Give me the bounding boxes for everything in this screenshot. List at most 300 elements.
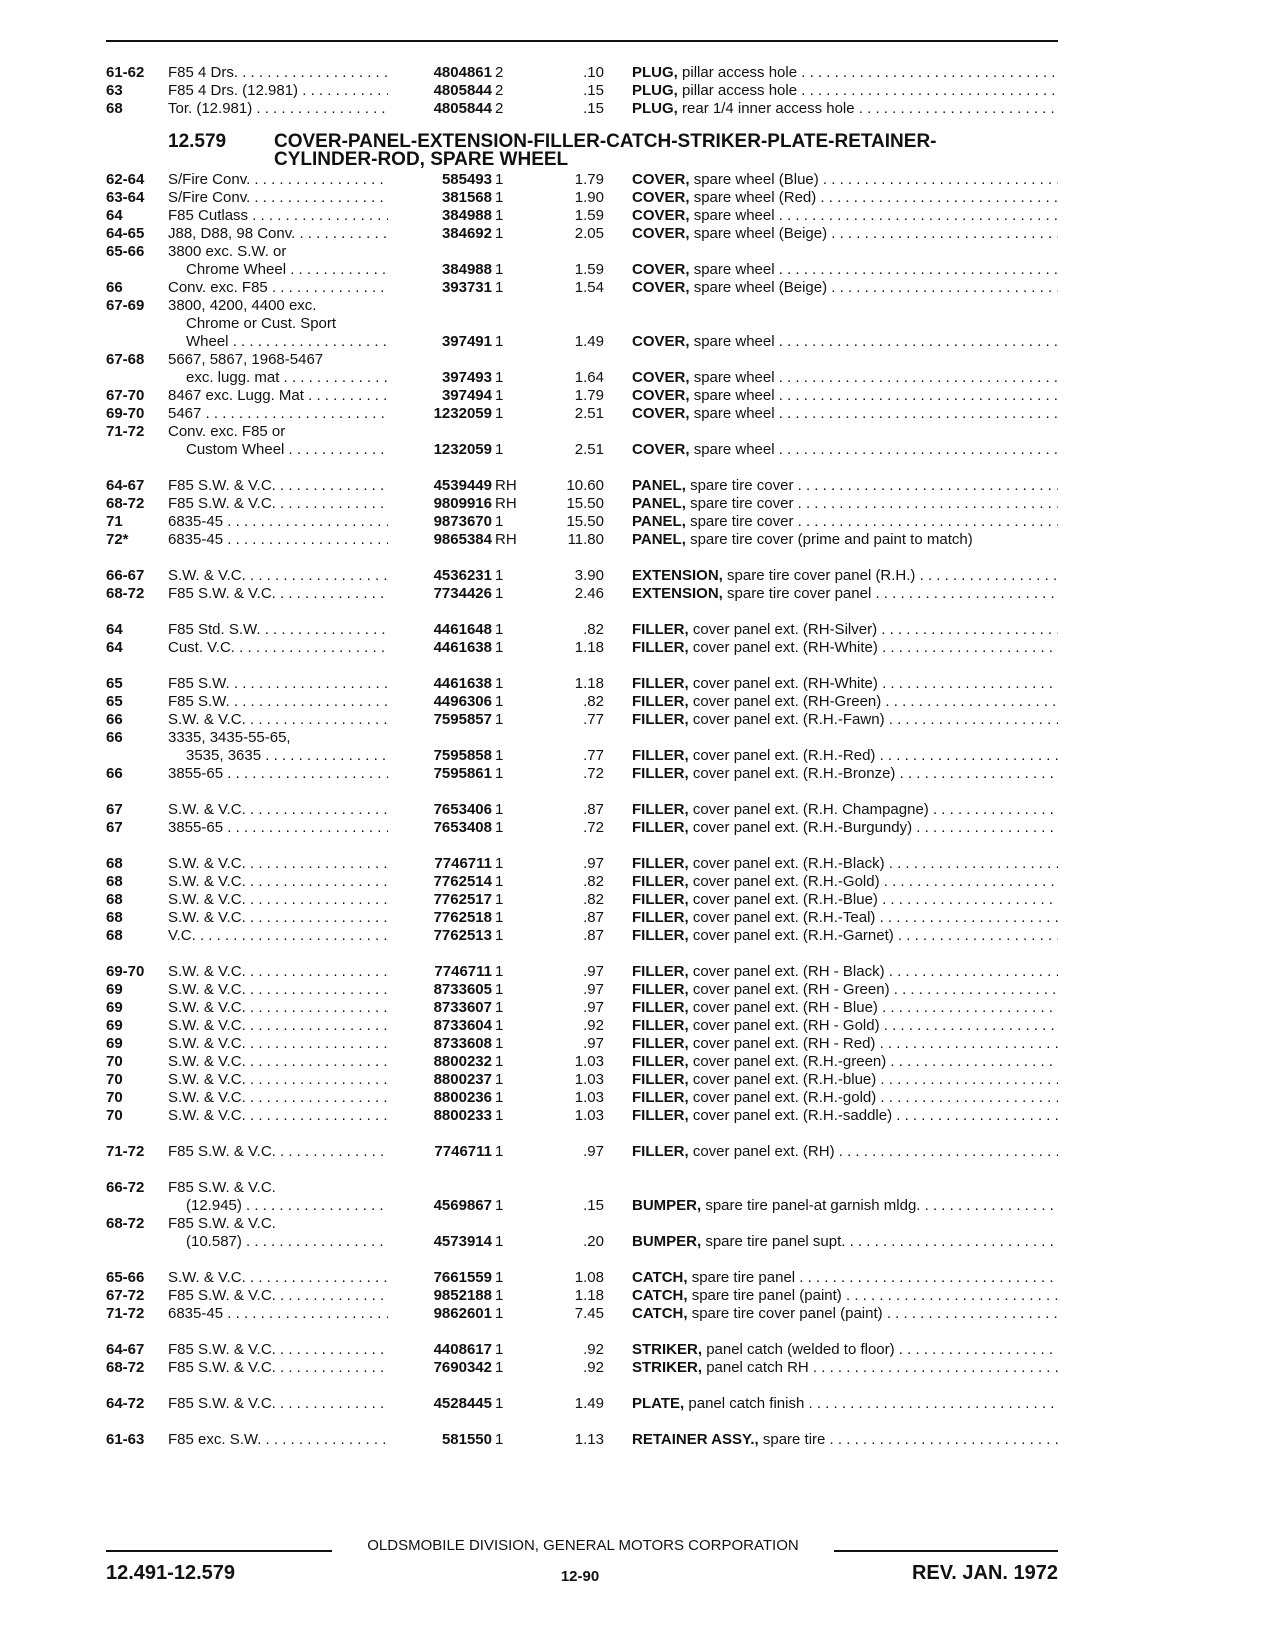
description: [632, 387, 1058, 405]
model-text: 3535, 3635 . . .: [168, 747, 398, 765]
quantity: 1: [495, 1395, 504, 1412]
model-text: F85 Std. S.W. . . .: [168, 621, 398, 639]
model-year: 63-64: [106, 189, 145, 206]
description-text: spare tire cover panel (paint) . . .: [692, 1305, 1058, 1322]
part-name: FILLER,: [632, 639, 689, 656]
price: .97: [583, 1143, 604, 1160]
quantity: 1: [495, 1197, 504, 1214]
model-text: F85 Cutlass . . .: [168, 207, 398, 225]
model-text: 3335, 3435-55-65,: [168, 729, 291, 746]
footer-page-number: 12-90: [560, 1568, 600, 1585]
description-text: panel catch finish . . .: [688, 1395, 1058, 1412]
model-year: 67-68: [106, 351, 145, 368]
part-number: 9873670: [388, 513, 492, 531]
price: 1.49: [574, 1395, 604, 1412]
quantity: 1: [495, 747, 504, 764]
part-name: CATCH,: [632, 1287, 688, 1304]
price: .72: [583, 765, 604, 782]
model-text: 3855-65 . . .: [168, 819, 398, 837]
description: [632, 873, 1058, 891]
part-number: 9809916: [388, 495, 492, 513]
part-name: FILLER,: [632, 1143, 689, 1160]
price: 2.05: [574, 225, 604, 242]
description: [632, 693, 1058, 711]
part-name: PLUG,: [632, 100, 678, 117]
quantity: 1: [495, 1233, 504, 1250]
quantity: 2: [495, 100, 504, 117]
price: .92: [583, 1341, 604, 1358]
part-name: FILLER,: [632, 1035, 689, 1052]
quantity: 1: [495, 819, 504, 836]
part-name: BUMPER,: [632, 1233, 702, 1250]
part-number: 4805844: [388, 100, 492, 118]
price: .82: [583, 891, 604, 908]
description-text: cover panel ext. (RH - Blue) . . .: [693, 999, 1058, 1016]
price: .15: [583, 82, 604, 99]
part-name: FILLER,: [632, 891, 689, 908]
description: [632, 1431, 1058, 1449]
part-number: 4496306: [388, 693, 492, 711]
quantity: 1: [495, 711, 504, 728]
price: 1.59: [574, 207, 604, 224]
price: 2.46: [574, 585, 604, 602]
description: [632, 819, 1058, 837]
model-year: 68: [106, 909, 123, 926]
description-text: spare wheel . . .: [694, 333, 1058, 350]
description-text: spare tire panel supt. . . .: [705, 1233, 1058, 1250]
model-year: 67: [106, 801, 123, 818]
model-text: S.W. & V.C. . . .: [168, 567, 398, 585]
quantity: 1: [495, 1089, 504, 1106]
price: 15.50: [566, 513, 604, 530]
part-name: FILLER,: [632, 927, 689, 944]
model-text: F85 S.W. & V.C.: [168, 1179, 276, 1196]
price: .97: [583, 855, 604, 872]
description: [632, 585, 1058, 603]
description: [632, 171, 1058, 189]
model-text: S.W. & V.C. . . .: [168, 909, 398, 927]
description: [632, 64, 1058, 82]
model-year: 64-72: [106, 1395, 145, 1412]
part-name: STRIKER,: [632, 1341, 703, 1358]
price: 1.18: [574, 639, 604, 656]
quantity: 1: [495, 225, 504, 242]
part-number: 9852188: [388, 1287, 492, 1305]
part-name: FILLER,: [632, 909, 689, 926]
model-text: Custom Wheel . . .: [168, 441, 398, 459]
model-year: 68: [106, 873, 123, 890]
description: [632, 1359, 1058, 1377]
description: [632, 1233, 1058, 1251]
model-year: 64-65: [106, 225, 145, 242]
part-number: 7762513: [388, 927, 492, 945]
part-name: FILLER,: [632, 621, 689, 638]
description: [632, 963, 1058, 981]
description: [632, 747, 1058, 765]
description-text: spare wheel . . .: [694, 441, 1058, 458]
description: [632, 477, 1058, 495]
description-text: cover panel ext. (RH-Green) . . .: [693, 693, 1058, 710]
model-text: 5467 . . .: [168, 405, 398, 423]
part-name: PLUG,: [632, 82, 678, 99]
quantity: 1: [495, 855, 504, 872]
quantity: 1: [495, 981, 504, 998]
model-text: Conv. exc. F85 or: [168, 423, 286, 440]
part-name: CATCH,: [632, 1269, 688, 1286]
price: 7.45: [574, 1305, 604, 1322]
quantity: 1: [495, 1305, 504, 1322]
description: [632, 279, 1058, 297]
part-number: 4461648: [388, 621, 492, 639]
price: .72: [583, 819, 604, 836]
part-name: EXTENSION,: [632, 585, 723, 602]
price: 1.13: [574, 1431, 604, 1448]
price: .87: [583, 909, 604, 926]
part-number: 7595857: [388, 711, 492, 729]
price: .97: [583, 999, 604, 1016]
description: [632, 711, 1058, 729]
description-text: spare tire cover panel . . .: [727, 585, 1058, 602]
description: [632, 369, 1058, 387]
model-year: 64-67: [106, 1341, 145, 1358]
model-year: 68-72: [106, 1359, 145, 1376]
part-number: 397494: [388, 387, 492, 405]
part-name: PLUG,: [632, 64, 678, 81]
price: 1.64: [574, 369, 604, 386]
description: [632, 1287, 1058, 1305]
quantity: 1: [495, 999, 504, 1016]
model-year: 69-70: [106, 405, 145, 422]
quantity: 1: [495, 927, 504, 944]
part-number: 7762518: [388, 909, 492, 927]
model-text: F85 exc. S.W. . . .: [168, 1431, 398, 1449]
description-text: spare tire cover . . .: [690, 513, 1058, 530]
part-name: RETAINER ASSY.,: [632, 1431, 759, 1448]
description-text: cover panel ext. (RH - Red) . . .: [693, 1035, 1058, 1052]
model-year: 67-72: [106, 1287, 145, 1304]
description-text: cover panel ext. (R.H. Champagne) . . .: [693, 801, 1058, 818]
description: [632, 405, 1058, 423]
quantity: 1: [495, 441, 504, 458]
description: [632, 621, 1058, 639]
quantity: 1: [495, 189, 504, 206]
model-text: S.W. & V.C. . . .: [168, 801, 398, 819]
description-text: spare wheel . . .: [694, 387, 1058, 404]
description: [632, 1071, 1058, 1089]
part-number: 8733604: [388, 1017, 492, 1035]
price: .92: [583, 1017, 604, 1034]
part-number: 7595861: [388, 765, 492, 783]
quantity: 1: [495, 333, 504, 350]
model-text: S.W. & V.C. . . .: [168, 981, 398, 999]
model-text: Tor. (12.981) . . .: [168, 100, 398, 118]
description-text: spare tire panel . . .: [692, 1269, 1058, 1286]
description: [632, 855, 1058, 873]
model-year: 68-72: [106, 585, 145, 602]
part-number: 4461638: [388, 639, 492, 657]
part-number: 8733607: [388, 999, 492, 1017]
price: .82: [583, 693, 604, 710]
model-text: S.W. & V.C. . . .: [168, 1017, 398, 1035]
description-text: spare wheel (Beige) . . .: [694, 225, 1058, 242]
footer-revision: REV. JAN. 1972: [911, 1562, 1058, 1584]
price: .15: [583, 1197, 604, 1214]
model-year: 72*: [106, 531, 129, 548]
part-name: FILLER,: [632, 873, 689, 890]
section-title-line1: COVER-PANEL-EXTENSION-FILLER-CATCH-STRIKER-PLATE-RETAINER-: [274, 131, 937, 152]
quantity: 1: [495, 801, 504, 818]
description-text: spare tire cover . . .: [690, 495, 1058, 512]
description: [632, 261, 1058, 279]
part-number: 4408617: [388, 1341, 492, 1359]
model-text: F85 4 Drs. . . .: [168, 64, 398, 82]
model-year: 68-72: [106, 1215, 145, 1232]
model-year: 69: [106, 981, 123, 998]
part-number: 4804861: [388, 64, 492, 82]
part-number: 581550: [388, 1431, 492, 1449]
model-year: 64: [106, 639, 123, 656]
model-year: 68: [106, 100, 123, 117]
price: 1.79: [574, 171, 604, 188]
model-text: F85 S.W. . . .: [168, 675, 398, 693]
description: [632, 567, 1058, 585]
price: 11.80: [567, 531, 604, 548]
model-text: 6835-45 . . .: [168, 1305, 398, 1323]
part-number: 4461638: [388, 675, 492, 693]
part-name: STRIKER,: [632, 1359, 703, 1376]
price: 1.03: [574, 1089, 604, 1106]
part-number: 585493: [388, 171, 492, 189]
description: [632, 1053, 1058, 1071]
price: .20: [583, 1233, 604, 1250]
model-text: F85 S.W. & V.C. . . .: [168, 1395, 398, 1413]
description-text: cover panel ext. (R.H.-Fawn) . . .: [693, 711, 1058, 728]
description-text: cover panel ext. (RH-Silver) . . .: [693, 621, 1058, 638]
quantity: 1: [495, 1269, 504, 1286]
description: [632, 639, 1058, 657]
part-number: 8800232: [388, 1053, 492, 1071]
model-text: S.W. & V.C. . . .: [168, 999, 398, 1017]
part-name: COVER,: [632, 441, 690, 458]
description-text: cover panel ext. (R.H.-Black) . . .: [693, 855, 1058, 872]
description-text: spare wheel (Blue) . . .: [694, 171, 1058, 188]
description-text: cover panel ext. (R.H.-gold) . . .: [693, 1089, 1058, 1106]
quantity: RH: [495, 495, 517, 512]
description-text: pillar access hole . . .: [682, 82, 1058, 99]
model-year: 71: [106, 513, 123, 530]
model-year: 70: [106, 1053, 123, 1070]
quantity: 1: [495, 585, 504, 602]
part-name: FILLER,: [632, 765, 689, 782]
model-text: F85 S.W. & V.C. . . .: [168, 1143, 398, 1161]
model-year: 69: [106, 1017, 123, 1034]
description-text: spare wheel . . .: [694, 369, 1058, 386]
description: [632, 891, 1058, 909]
quantity: 1: [495, 567, 504, 584]
part-number: 7734426: [388, 585, 492, 603]
description: [632, 1017, 1058, 1035]
part-name: FILLER,: [632, 747, 689, 764]
description-text: spare tire cover . . .: [690, 477, 1058, 494]
model-text: 3800, 4200, 4400 exc.: [168, 297, 317, 314]
description: [632, 1197, 1058, 1215]
model-year: 65-66: [106, 1269, 145, 1286]
quantity: 1: [495, 1035, 504, 1052]
model-text: F85 S.W. . . .: [168, 693, 398, 711]
quantity: 1: [495, 873, 504, 890]
model-year: 70: [106, 1071, 123, 1088]
quantity: 1: [495, 1017, 504, 1034]
price: .87: [583, 801, 604, 818]
quantity: 1: [495, 405, 504, 422]
description: [632, 1341, 1058, 1359]
description: [632, 1305, 1058, 1323]
model-year: 65: [106, 693, 123, 710]
part-name: FILLER,: [632, 693, 689, 710]
description: [632, 1395, 1058, 1413]
model-year: 69: [106, 1035, 123, 1052]
description: [632, 1269, 1058, 1287]
description-text: cover panel ext. (R.H.-saddle) . . .: [693, 1107, 1058, 1124]
price: 15.50: [566, 495, 604, 512]
description: [632, 333, 1058, 351]
model-text: Cust. V.C. . . .: [168, 639, 398, 657]
price: 1.18: [574, 675, 604, 692]
model-text: F85 S.W. & V.C. . . .: [168, 495, 398, 513]
model-year: 70: [106, 1107, 123, 1124]
model-year: 66: [106, 711, 123, 728]
part-number: 7746711: [388, 1143, 492, 1161]
part-number: 7690342: [388, 1359, 492, 1377]
part-name: PANEL,: [632, 513, 686, 530]
quantity: RH: [495, 477, 517, 494]
description: [632, 1107, 1058, 1125]
model-year: 65: [106, 675, 123, 692]
quantity: 1: [495, 207, 504, 224]
price: .82: [583, 873, 604, 890]
model-year: 66: [106, 765, 123, 782]
model-text: F85 S.W. & V.C. . . .: [168, 585, 398, 603]
part-number: 7762517: [388, 891, 492, 909]
part-name: FILLER,: [632, 675, 689, 692]
quantity: 1: [495, 1053, 504, 1070]
model-year: 71-72: [106, 1143, 145, 1160]
description: [632, 981, 1058, 999]
part-number: 4528445: [388, 1395, 492, 1413]
part-number: 393731: [388, 279, 492, 297]
quantity: 1: [495, 909, 504, 926]
part-number: 397491: [388, 333, 492, 351]
description: [632, 765, 1058, 783]
part-number: 8800237: [388, 1071, 492, 1089]
description-text: spare wheel . . .: [694, 207, 1058, 224]
quantity: 1: [495, 1071, 504, 1088]
part-number: 7762514: [388, 873, 492, 891]
quantity: 1: [495, 1287, 504, 1304]
part-number: 9862601: [388, 1305, 492, 1323]
description-text: cover panel ext. (R.H.-Gold) . . .: [693, 873, 1058, 890]
model-year: 61-62: [106, 64, 145, 81]
model-text: S.W. & V.C. . . .: [168, 855, 398, 873]
model-text: (12.945) . . .: [168, 1197, 398, 1215]
model-text: (10.587) . . .: [168, 1233, 398, 1251]
quantity: 1: [495, 1143, 504, 1160]
part-number: 8800233: [388, 1107, 492, 1125]
description: [632, 513, 1058, 531]
model-year: 65-66: [106, 243, 145, 260]
description-text: cover panel ext. (RH-White) . . .: [693, 639, 1058, 656]
model-year: 67: [106, 819, 123, 836]
quantity: 1: [495, 675, 504, 692]
part-number: 7661559: [388, 1269, 492, 1287]
model-year: 66: [106, 279, 123, 296]
price: .87: [583, 927, 604, 944]
description-text: spare tire cover (prime and paint to match): [690, 531, 973, 548]
quantity: 1: [495, 1341, 504, 1358]
description-text: cover panel ext. (RH - Gold) . . .: [693, 1017, 1058, 1034]
price: 1.03: [574, 1107, 604, 1124]
part-name: FILLER,: [632, 1071, 689, 1088]
part-number: 1232059: [388, 405, 492, 423]
part-name: CATCH,: [632, 1305, 688, 1322]
model-year: 68: [106, 891, 123, 908]
model-year: 67-70: [106, 387, 145, 404]
quantity: 1: [495, 513, 504, 530]
price: .77: [583, 711, 604, 728]
model-year: 69-70: [106, 963, 145, 980]
section-title-line2: CYLINDER-ROD, SPARE WHEEL: [274, 149, 569, 170]
model-text: F85 S.W. & V.C. . . .: [168, 1359, 398, 1377]
model-text: S/Fire Conv. . . .: [168, 189, 398, 207]
part-number: 4573914: [388, 1233, 492, 1251]
part-name: PANEL,: [632, 531, 686, 548]
part-name: FILLER,: [632, 855, 689, 872]
part-number: 384692: [388, 225, 492, 243]
price: .77: [583, 747, 604, 764]
model-text: Conv. exc. F85 . . .: [168, 279, 398, 297]
quantity: RH: [495, 531, 517, 548]
part-name: FILLER,: [632, 1053, 689, 1070]
model-text: S.W. & V.C. . . .: [168, 1107, 398, 1125]
model-year: 62-64: [106, 171, 145, 188]
description: [632, 225, 1058, 243]
model-year: 68-72: [106, 495, 145, 512]
footer-corporation: OLDSMOBILE DIVISION, GENERAL MOTORS CORPORATION: [367, 1537, 799, 1554]
part-number: 7653408: [388, 819, 492, 837]
model-text: Chrome or Cust. Sport: [186, 315, 337, 332]
description: [632, 100, 1058, 118]
description-text: panel catch RH . . .: [706, 1359, 1058, 1376]
description-text: rear 1/4 inner access hole . . .: [682, 100, 1058, 117]
model-text: S.W. & V.C. . . .: [168, 1053, 398, 1071]
model-text: S.W. & V.C. . . .: [168, 1089, 398, 1107]
part-number: 7746711: [388, 855, 492, 873]
part-name: FILLER,: [632, 1107, 689, 1124]
price: 1.54: [574, 279, 604, 296]
model-year: 66-72: [106, 1179, 145, 1196]
model-text: F85 4 Drs. (12.981) . . .: [168, 82, 398, 100]
part-name: COVER,: [632, 189, 690, 206]
model-text: S.W. & V.C. . . .: [168, 873, 398, 891]
quantity: 2: [495, 64, 504, 81]
price: 1.49: [574, 333, 604, 350]
quantity: 1: [495, 639, 504, 656]
model-text: J88, D88, 98 Conv. . . .: [168, 225, 398, 243]
model-year: 63: [106, 82, 123, 99]
description-text: cover panel ext. (R.H.-Burgundy) . . .: [693, 819, 1058, 836]
description: [632, 999, 1058, 1017]
model-year: 67-69: [106, 297, 145, 314]
